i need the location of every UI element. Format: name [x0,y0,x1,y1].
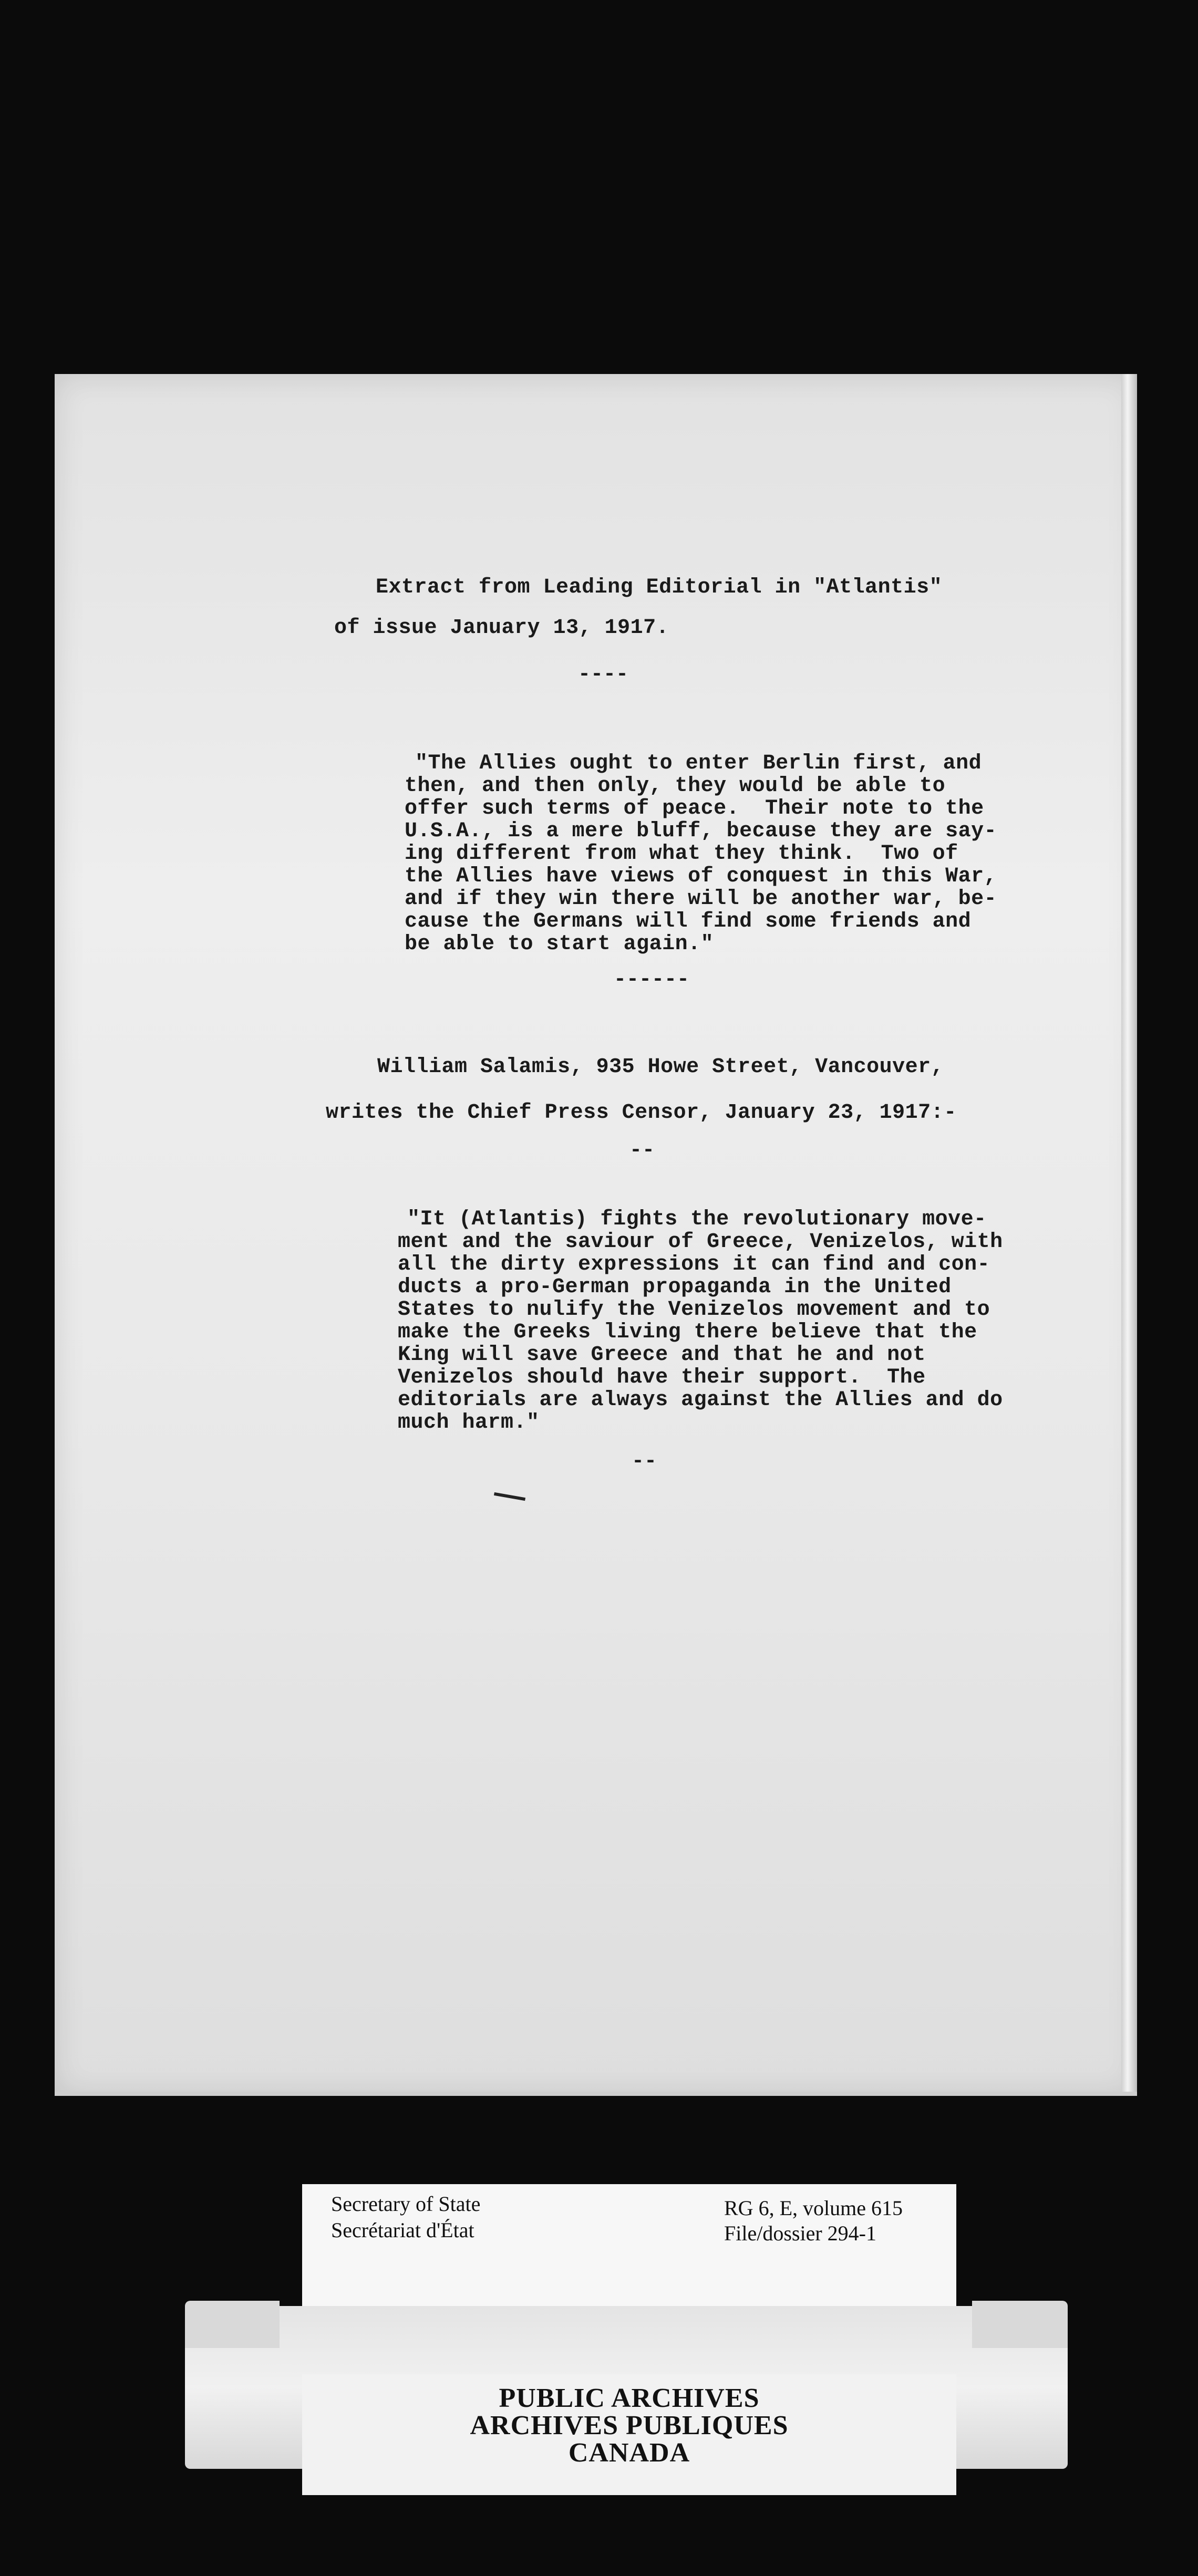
quote-1-line: and if they win there will be another war, be- [405,887,997,911]
end-divider: -- [632,1450,657,1473]
sender-line: William Salamis, 935 Howe Street, Vancouver, [377,1055,944,1079]
quote-2-line: Venizelos should have their support. The [398,1366,926,1389]
quote-2-line: ducts a pro-German propaganda in the United [398,1275,952,1299]
archives-stamp-line-3: CANADA [568,2438,690,2468]
quote-2-line: ment and the saviour of Greece, Venizelos, with [398,1230,1003,1254]
page-edge-bottom [55,2092,1137,2096]
sender-line-2: writes the Chief Press Censor, January 23, 1917:- [326,1101,957,1125]
section-divider: ------ [614,968,690,992]
quote-1-line: U.S.A., is a mere bluff, because they are say- [405,819,997,843]
stand-tab-right [972,2301,1068,2348]
page-edge [1121,374,1137,2096]
sender-divider: -- [629,1139,655,1162]
quote-2-line: King will save Greece and that he and not [398,1343,926,1367]
quote-2-line: make the Greeks living there believe that the [398,1321,977,1344]
label-record-group: RG 6, E, volume 615 [724,2196,903,2220]
archives-stamp-line-1: PUBLIC ARCHIVES [499,2383,760,2413]
label-file-number: File/dossier 294-1 [724,2221,876,2245]
quote-2-line: "It (Atlantis) fights the revolutionary move- [407,1208,987,1231]
quote-1-line: then, and then only, they would be able to [405,774,946,798]
quote-2-line: States to nulify the Venizelos movement and to [398,1298,990,1322]
quote-1-line: be able to start again." [405,932,714,956]
quote-2-line: much harm." [398,1411,540,1435]
header-line-1: Extract from Leading Editorial in "Atlantis" [376,576,943,599]
quote-1-line: cause the Germans will find some friends and [405,910,972,933]
label-department-en: Secretary of State [331,2192,481,2216]
quote-2-line: editorials are always against the Allies and do [398,1388,1003,1412]
archives-stamp-line-2: ARCHIVES PUBLIQUES [470,2411,789,2440]
quote-1-line: "The Allies ought to enter Berlin first, and [415,752,982,775]
quote-1-line: offer such terms of peace. Their note to the [405,797,984,820]
quote-1-line: ing different from what they think. Two of [405,842,958,866]
stand-tab-left [185,2301,280,2348]
quote-2-line: all the dirty expressions it can find and con- [398,1253,990,1276]
quote-1-line: the Allies have views of conquest in this War, [405,865,997,888]
header-line-2: of issue January 13, 1917. [334,616,669,640]
header-divider: ---- [578,663,629,687]
label-department-fr: Secrétariat d'État [331,2218,474,2242]
